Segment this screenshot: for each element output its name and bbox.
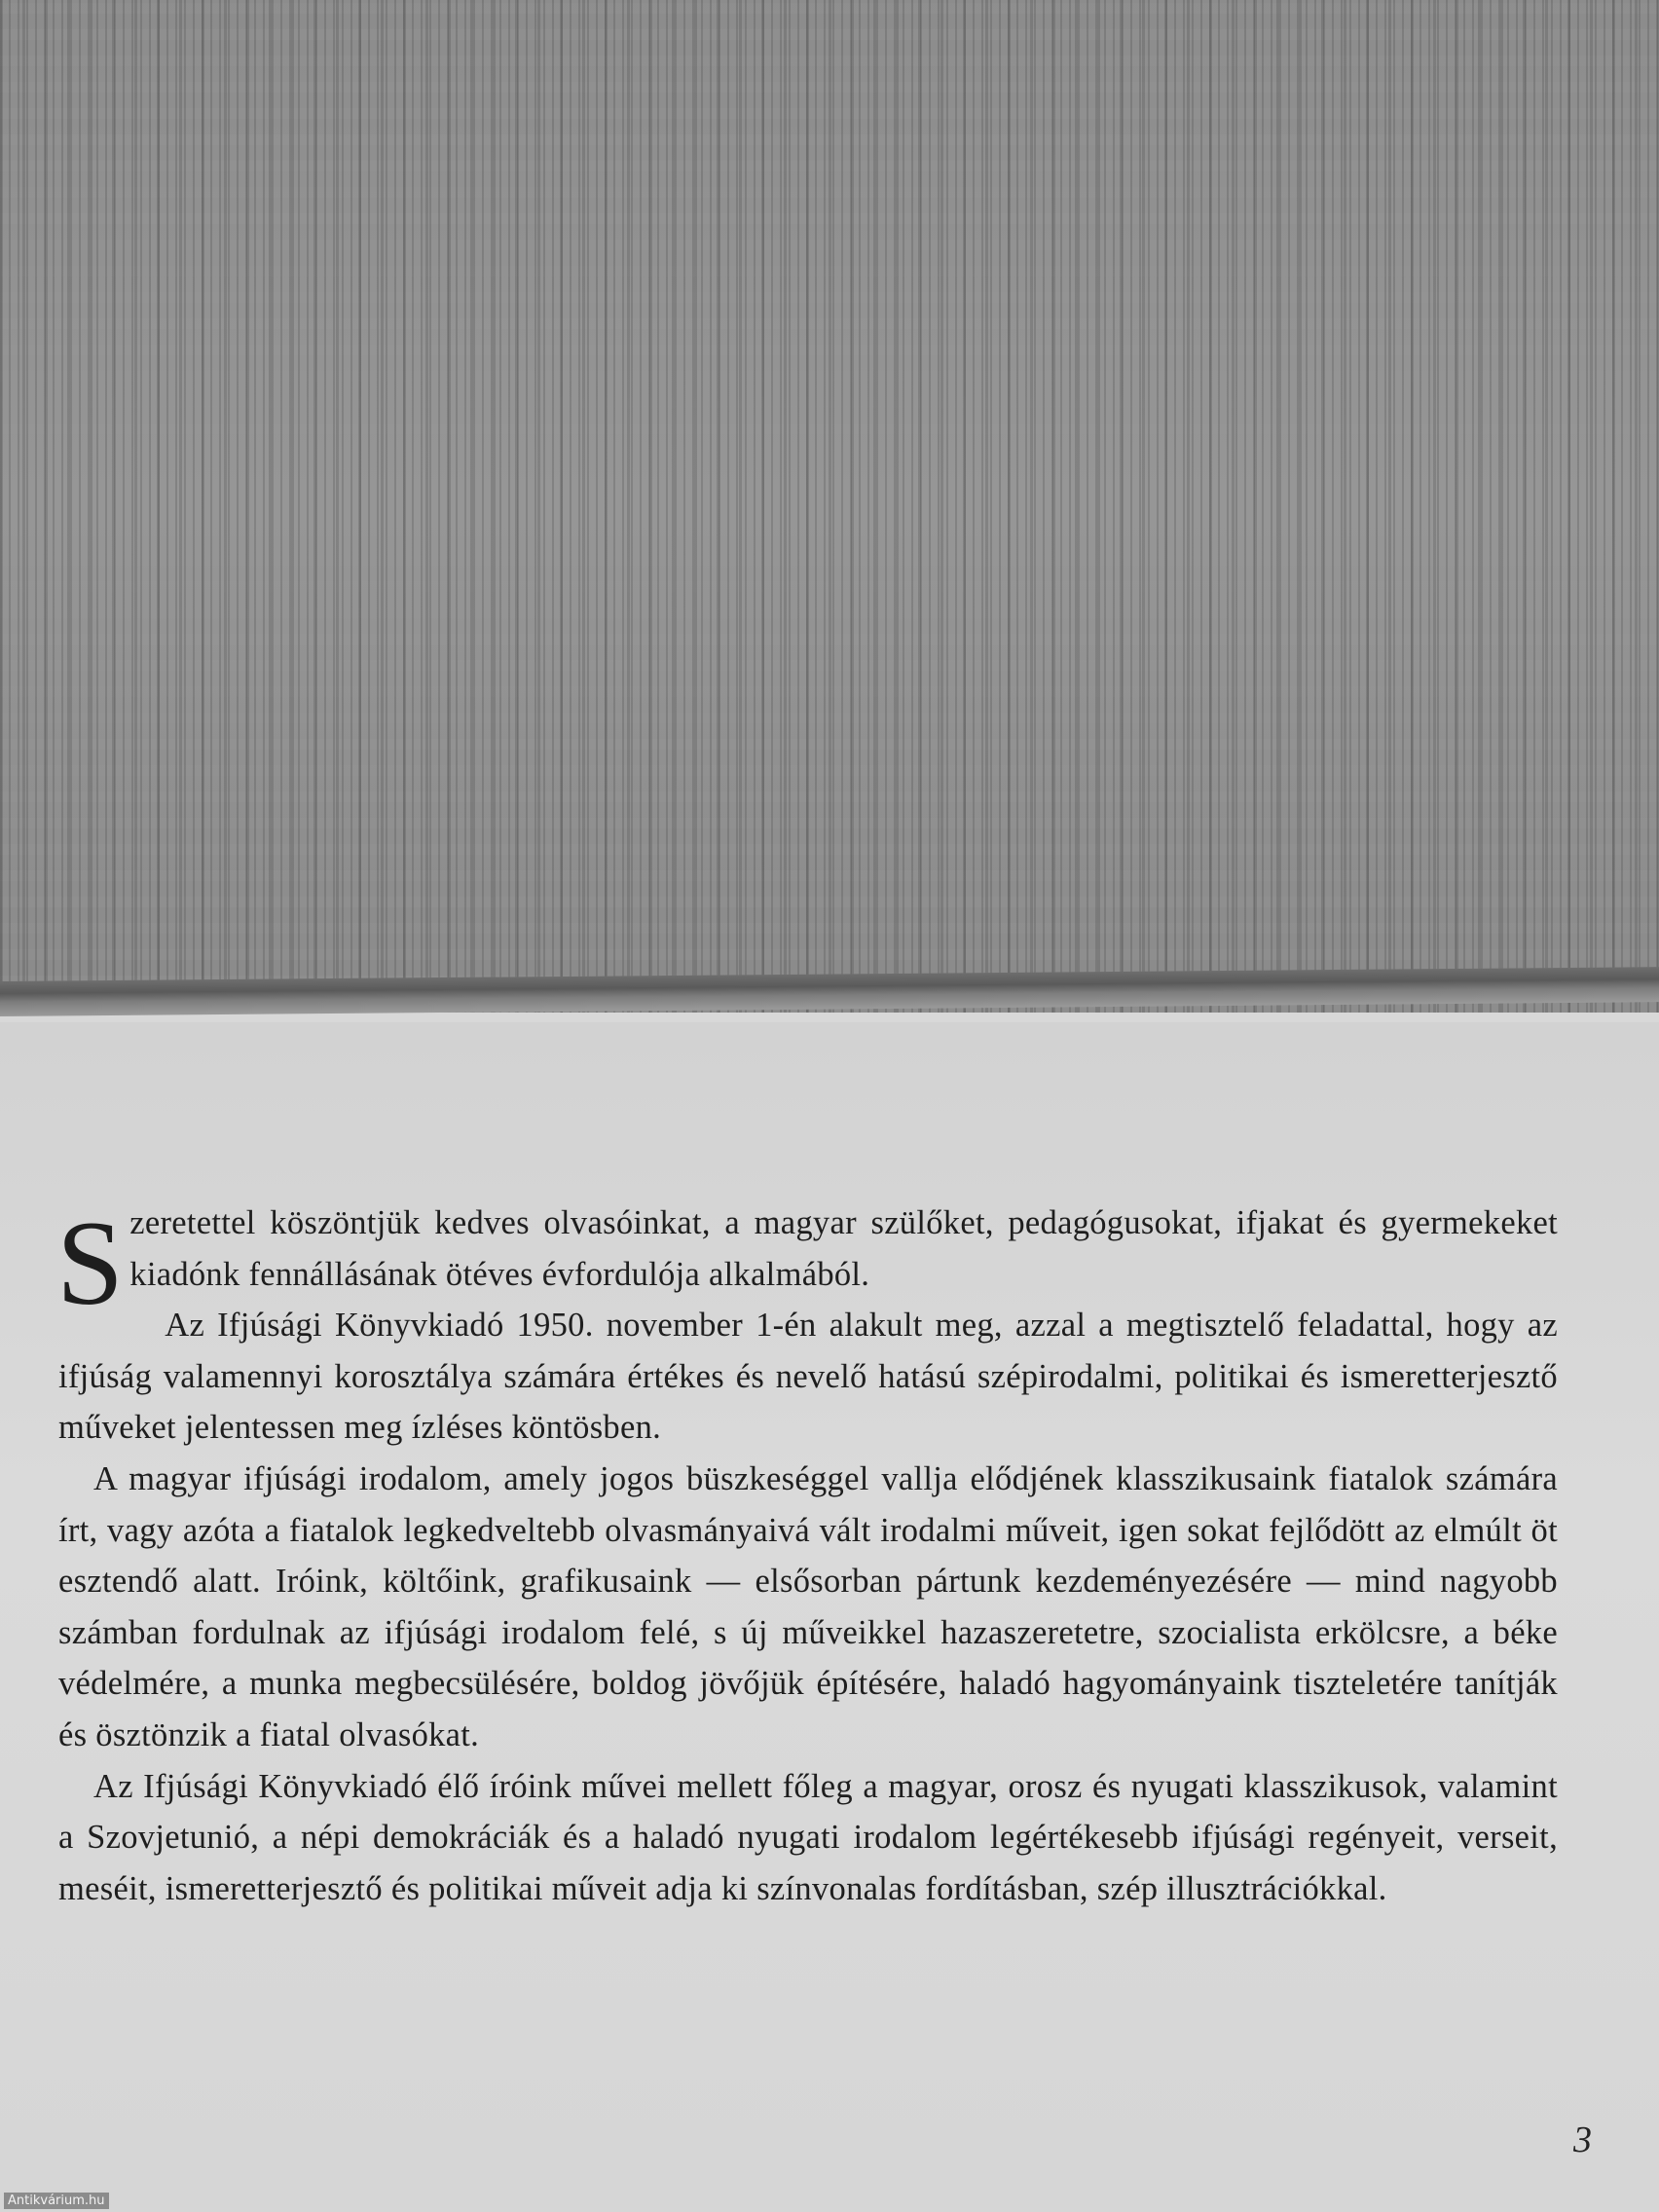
paragraph-4: Az Ifjúsági Könyvkiadó élő íróink művei mellett főleg a magyar, orosz és nyugati klasszikusok, valamint a Szovjetunió, a népi demokráciák és a haladó nyugati irodalom legértékesebb ifjúsági regényeit, verseit, meséit, ismeretterjesztő és politikai műveit adja ki színvonalas fordításban, szép illusztrációkkal. <box>58 1767 1558 1907</box>
drop-cap: S <box>56 1197 125 1330</box>
paragraph-3: A magyar ifjúsági irodalom, amely jogos büszkeséggel vallja elődjének klasszikusaink fiatalok számára írt, vagy azóta a fiatalok legkedveltebb olvasmányaivá vált irodalmi műveit, igen sokat fejlődött az elmúlt öt esztendő alatt. Iróink, költőink, grafikusaink — elsősorban pártunk kezdeményezésére — mind nagyobb számban fordulnak az ifjúsági irodalom felé, s új műveikkel hazaszeretetre, szocialista erkölcsre, a béke védelmére, a munka megbecsülésére, boldog jövőjük építésére, haladó hagyományaink tiszteletére tanítják és ösztönzik a fiatal olvasókat. <box>58 1459 1558 1753</box>
watermark: Antikvárium.hu <box>4 2193 109 2209</box>
preface-text <box>58 1198 1558 1914</box>
paragraph-2: Az Ifjúsági Könyvkiadó 1950. november 1-én alakult meg, azzal a megtisztelő feladattal, hogy az ifjúság valamennyi korosztálya számára értékes és nevelő hatású szépirodalmi, politikai és ismeretterjesztő műveket jelentessen meg ízléses köntösben. <box>58 1307 1558 1447</box>
paragraph-1 <box>56 1197 1558 1330</box>
book-cover-board <box>0 0 1659 1013</box>
paragraph-1-text: zeretettel köszöntjük kedves olvasóinkat, a magyar szülőket, pedagógusokat, ifjakat és gyermekeket kiadónk fennállásának ötéves évfordulója alkalmából. <box>129 1204 1558 1293</box>
page-number: 3 <box>1573 2120 1592 2160</box>
